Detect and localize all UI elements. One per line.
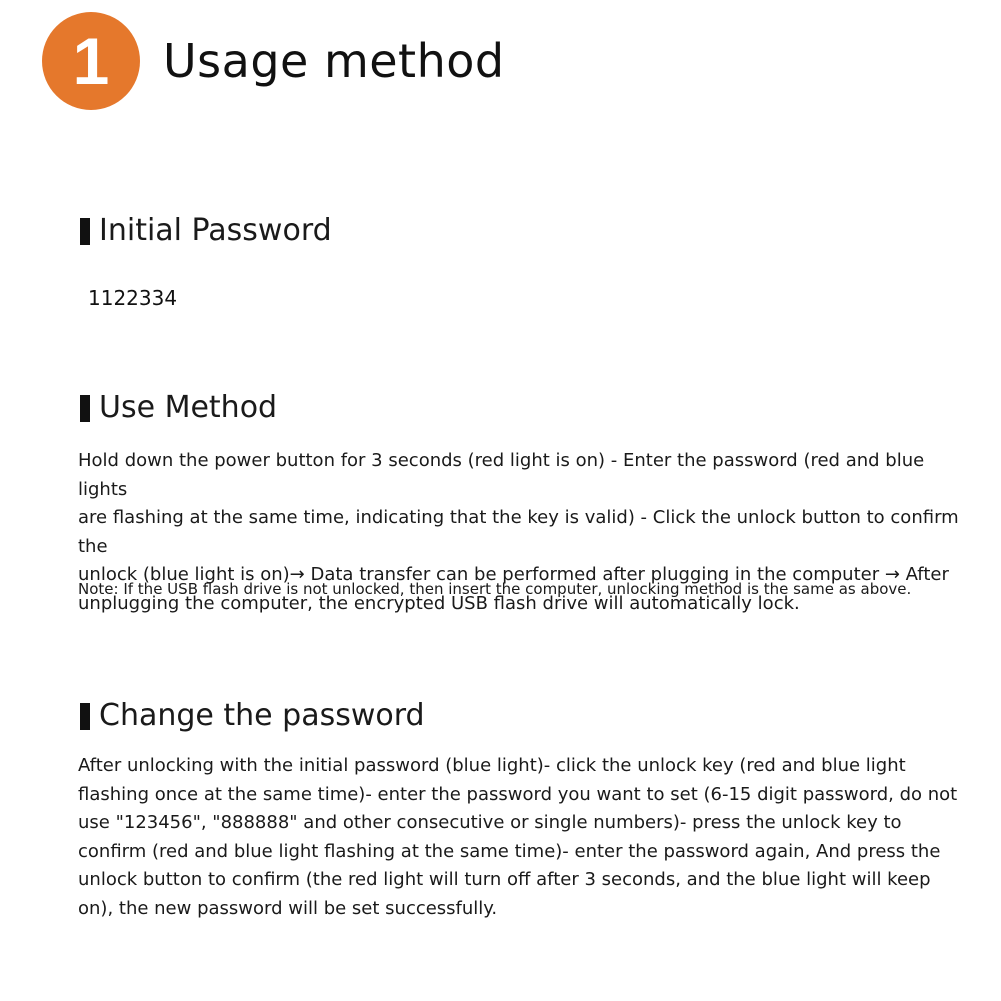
use-method-heading [80, 390, 278, 425]
use-method-heading-label: Use Method [99, 390, 278, 425]
use-method-instructions: Hold down the power button for 3 seconds (red light is on) - Enter the password (red and blue lights are flashing at the same time, indicating that the key is valid) - Click the unlock button to confirm the unlock (blue light is on)→ Data transfer can be performed after plugging in the computer → After unplugging the computer, the encrypted USB flash drive will automatically lock. [78, 450, 959, 614]
section-bar-icon [80, 218, 90, 245]
use-method-note: Note: If the USB flash drive is not unlocked, then insert the computer, unlocking method is the same as above. [78, 580, 912, 598]
change-password-heading-label: Change the password [99, 698, 425, 733]
section-bar-icon [80, 703, 90, 730]
change-password-instructions: After unlocking with the initial password (blue light)- click the unlock key (red and blue light flashing once at the same time)- enter the password you want to set (6-15 digit password, do not use "123456", "888888" and other consecutive or single numbers)- press the unlock key to confirm (red and blue light flashing at the same time)- enter the password again, And press the unlock button to confirm (the red light will turn off after 3 seconds, and the blue light will keep on), the new password will be set successfully. [78, 755, 958, 919]
section-bar-icon [80, 395, 90, 422]
initial-password-heading [80, 213, 332, 248]
initial-password-heading-label: Initial Password [99, 213, 332, 248]
step-number-badge: 1 [42, 12, 140, 110]
initial-password-value: 1122334 [88, 286, 178, 310]
page-title: Usage method [163, 34, 505, 88]
change-password-heading [80, 698, 425, 733]
page-header [42, 12, 505, 110]
